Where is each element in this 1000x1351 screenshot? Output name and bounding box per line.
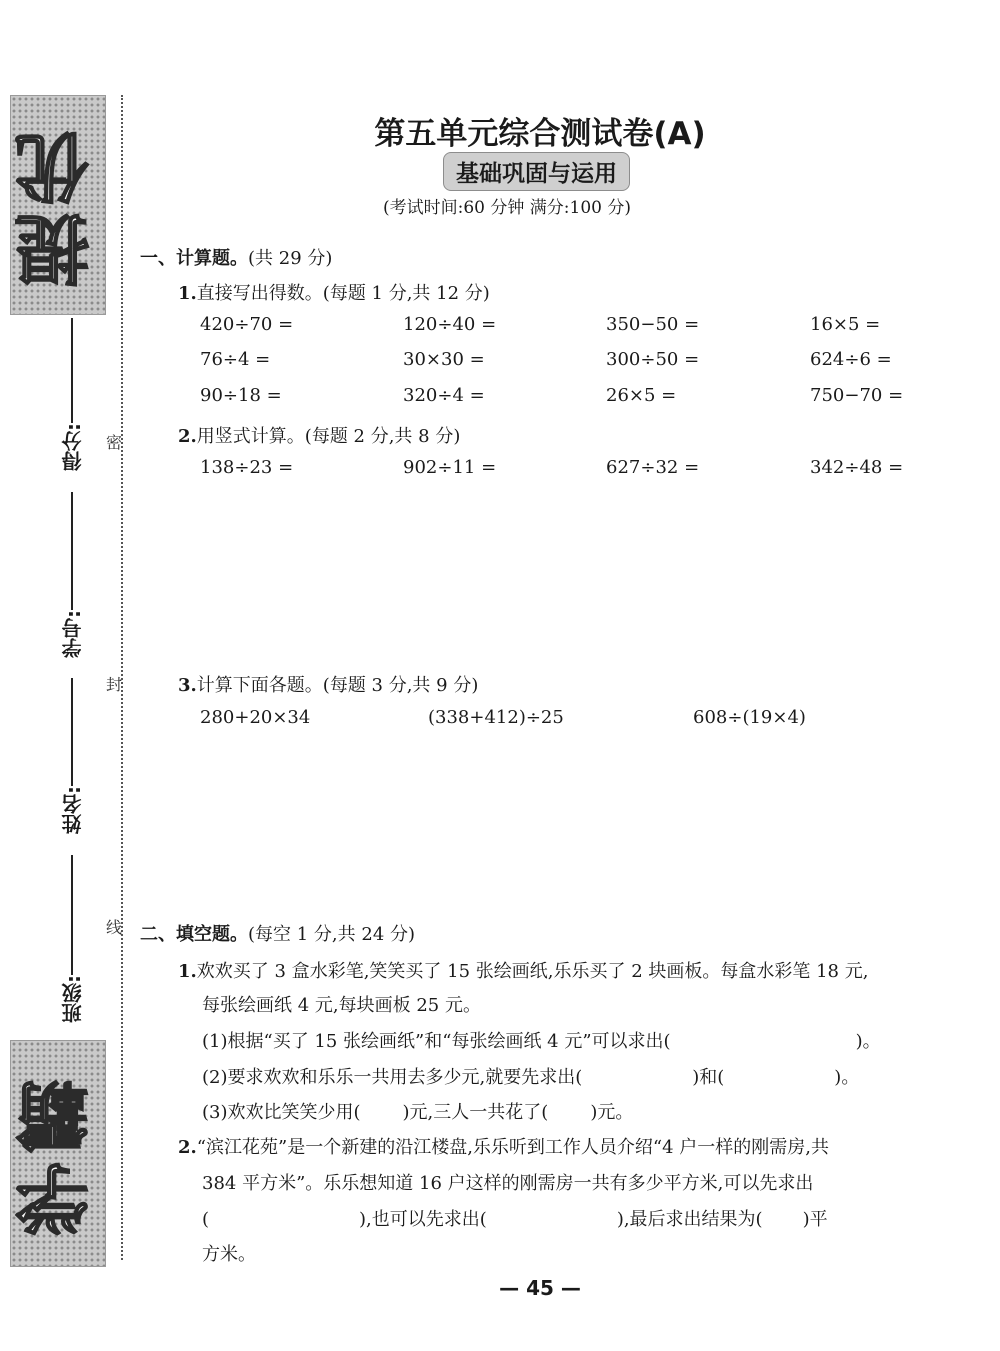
- s1-q1-item: 30×30 =: [403, 349, 485, 370]
- s2-q2-mid2: ),最后求出结果为(: [616, 1209, 763, 1230]
- s1-q2-item: 342÷48 =: [810, 457, 904, 478]
- s1-q3-item: (338+412)÷25: [428, 707, 564, 728]
- s2-q1-sub2-mid: )和(: [692, 1067, 725, 1088]
- student-no-field: [52, 492, 92, 658]
- section2-title: 二、填空题。: [140, 924, 248, 945]
- name-field: [52, 678, 92, 834]
- s1-q3-prompt: [178, 671, 478, 697]
- binding-bottom-banner: [10, 1040, 106, 1267]
- s1-q2-number: 2.: [178, 426, 197, 447]
- s2-q2-text-1: “滨江花苑”是一个新建的沿江楼盘,乐乐听到工作人员介绍“4 户一样的刚需房,共: [196, 1137, 830, 1158]
- seal-mark-feng: 封: [106, 675, 123, 694]
- s1-q1-item: 90÷18 =: [200, 385, 282, 406]
- student-no-blank[interactable]: [71, 492, 73, 610]
- s2-q1-sub1-text: (1)根据“买了 15 张绘画纸”和“每张绘画纸 4 元”可以求出(: [202, 1031, 671, 1052]
- s2-q2-open: (: [202, 1209, 210, 1230]
- s2-q1-sub2-text: (2)要求欢欢和乐乐一共用去多少元,就要先求出(: [202, 1067, 583, 1088]
- class-field: [52, 855, 92, 1023]
- s1-q1-item: 420÷70 =: [200, 314, 294, 335]
- name-label: 姓名:: [60, 786, 85, 834]
- s2-q1-sub3-text: (3)欢欢比笑笑少用(: [202, 1102, 361, 1123]
- s1-q3-item: 608÷(19×4): [693, 707, 806, 728]
- s2-q1-line1: [178, 957, 868, 983]
- s2-q1-sub3-end: )元。: [590, 1102, 634, 1123]
- s2-q2-end: )平: [802, 1209, 828, 1230]
- name-blank[interactable]: [71, 678, 73, 786]
- class-blank[interactable]: [71, 855, 73, 975]
- s1-q1-item: 76÷4 =: [200, 349, 271, 370]
- score-label: 得分:: [60, 423, 85, 471]
- s1-q1-prompt: [178, 279, 490, 305]
- s2-q2-number: 2.: [178, 1137, 197, 1158]
- s2-q2-line3: [202, 1205, 828, 1231]
- section1-title: 一、计算题。: [140, 248, 248, 269]
- s2-q1-number: 1.: [178, 961, 197, 982]
- s2-q1-sub2-end: )。: [834, 1067, 860, 1088]
- student-no-label: 学号:: [60, 610, 85, 658]
- section2-score: (每空 1 分,共 24 分): [248, 924, 416, 945]
- subtitle-badge: [443, 152, 630, 191]
- s1-q3-number: 3.: [178, 675, 197, 696]
- s2-q1-sub1-end: )。: [855, 1031, 881, 1052]
- binding-top-text: 提优: [15, 123, 101, 287]
- s2-q1-text-2: 每张绘画纸 4 元,每块画板 25 元。: [202, 995, 481, 1016]
- s2-q2-text-4: 方米。: [202, 1244, 256, 1265]
- seal-mark-xian: 线: [106, 918, 123, 937]
- s2-q2-text-2: 384 平方米”。乐乐想知道 16 户这样的刚需房一共有多少平方米,可以先求出: [202, 1173, 814, 1194]
- s2-q1-sub3: [202, 1098, 633, 1124]
- s2-q1-sub3-mid: )元,三人一共花了(: [402, 1102, 549, 1123]
- score-blank[interactable]: [71, 318, 73, 423]
- section2-heading: [140, 920, 415, 946]
- s1-q1-text: 直接写出得数。(每题 1 分,共 12 分): [196, 283, 490, 304]
- exam-info: (考试时间:60 分钟 满分:100 分): [383, 198, 632, 218]
- s1-q3-item: 280+20×34: [200, 707, 311, 728]
- s2-q2-line1: [178, 1133, 829, 1159]
- s1-q2-item: 138÷23 =: [200, 457, 294, 478]
- s2-q1-text-1: 欢欢买了 3 盒水彩笔,笑笑买了 15 张绘画纸,乐乐买了 2 块画板。每盒水彩笔 18 元,: [196, 961, 869, 982]
- binding-bottom-text: 学霸: [15, 1071, 101, 1236]
- s1-q1-item: 16×5 =: [810, 314, 881, 335]
- s1-q1-item: 624÷6 =: [810, 349, 892, 370]
- class-label: 班级:: [60, 975, 85, 1023]
- s2-q2-mid1: ),也可以先求出(: [359, 1209, 487, 1230]
- s1-q1-item: 300÷50 =: [606, 349, 700, 370]
- s1-q2-item: 902÷11 =: [403, 457, 497, 478]
- s1-q1-item: 320÷4 =: [403, 385, 485, 406]
- section1-score: (共 29 分): [248, 248, 333, 269]
- s1-q3-text: 计算下面各题。(每题 3 分,共 9 分): [196, 675, 479, 696]
- subtitle: 基础巩固与运用: [443, 152, 630, 191]
- s1-q1-item: 120÷40 =: [403, 314, 497, 335]
- s2-q1-sub2: [202, 1063, 859, 1089]
- section1-heading: [140, 244, 332, 270]
- s1-q1-item: 350−50 =: [606, 314, 700, 335]
- s1-q2-item: 627÷32 =: [606, 457, 700, 478]
- page-number: — 45 —: [499, 1276, 581, 1300]
- s1-q2-text: 用竖式计算。(每题 2 分,共 8 分): [196, 426, 461, 447]
- s2-q1-sub1: [202, 1027, 881, 1053]
- score-field: [52, 318, 92, 471]
- s1-q2-prompt: [178, 422, 460, 448]
- s1-q1-item: 750−70 =: [810, 385, 904, 406]
- seal-mark-mi: 密: [106, 433, 123, 452]
- page-title: 第五单元综合测试卷(A): [374, 116, 706, 152]
- s1-q1-number: 1.: [178, 283, 197, 304]
- s1-q1-item: 26×5 =: [606, 385, 677, 406]
